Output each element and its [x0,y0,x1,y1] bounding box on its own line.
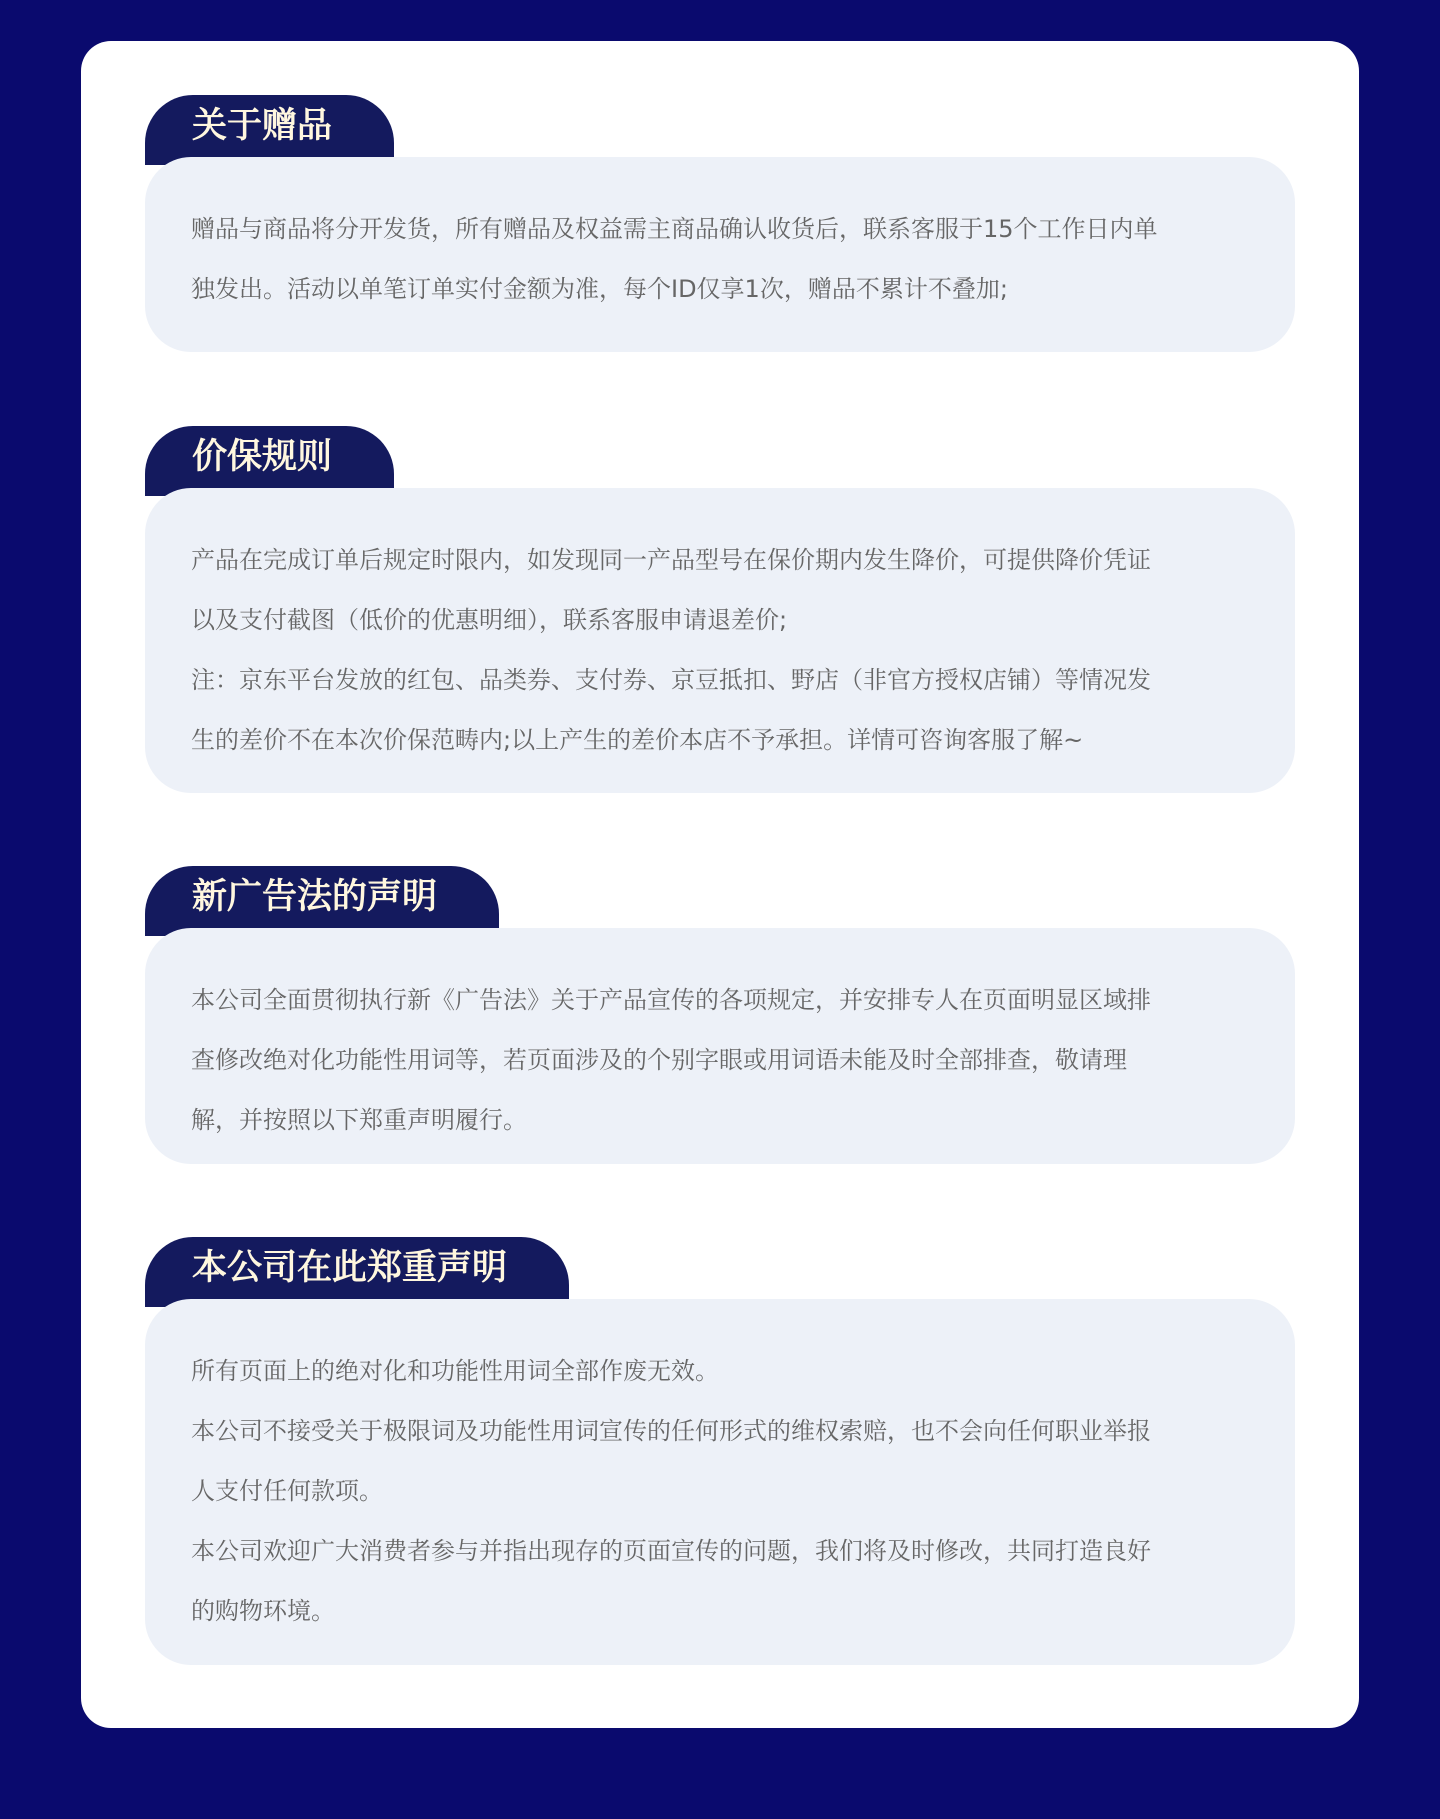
body-line: 注：京东平台发放的红包、品类券、支付券、京豆抵扣、野店（非官方授权店铺）等情况发 [191,666,1151,694]
body-line: 赠品与商品将分开发货，所有赠品及权益需主商品确认收货后，联系客服于15个工作日内单 [191,215,1158,243]
section-body [145,928,1295,1164]
body-line: 独发出。活动以单笔订单实付金额为准，每个ID仅享1次，赠品不累计不叠加; [191,275,1008,303]
section-title: 新广告法的声明 [145,866,499,936]
body-line: 本公司不接受关于极限词及功能性用词宣传的任何形式的维权索赔，也不会向任何职业举报 [191,1417,1151,1445]
body-line: 人支付任何款项。 [191,1477,383,1505]
body-line: 查修改绝对化功能性用词等，若页面涉及的个别字眼或用词语未能及时全部排查，敬请理 [191,1046,1127,1074]
body-line: 以及支付截图（低价的优惠明细），联系客服申请退差价; [191,606,788,634]
section-body [145,157,1295,352]
body-line: 生的差价不在本次价保范畴内;以上产生的差价本店不予承担。详情可咨询客服了解~ [191,726,1084,754]
body-line: 解，并按照以下郑重声明履行。 [191,1106,527,1134]
notice-card [81,41,1359,1728]
section-title: 关于赠品 [145,95,394,165]
section-title: 价保规则 [145,426,394,496]
body-line: 本公司欢迎广大消费者参与并指出现存的页面宣传的问题，我们将及时修改，共同打造良好 [191,1537,1151,1565]
body-line: 产品在完成订单后规定时限内，如发现同一产品型号在保价期内发生降价，可提供降价凭证 [191,546,1151,574]
body-line: 的购物环境。 [191,1597,335,1625]
section-title: 本公司在此郑重声明 [145,1237,569,1307]
section-body [145,488,1295,793]
body-line: 所有页面上的绝对化和功能性用词全部作废无效。 [191,1357,719,1385]
section-body [145,1299,1295,1665]
body-line: 本公司全面贯彻执行新《广告法》关于产品宣传的各项规定，并安排专人在页面明显区域排 [191,986,1151,1014]
